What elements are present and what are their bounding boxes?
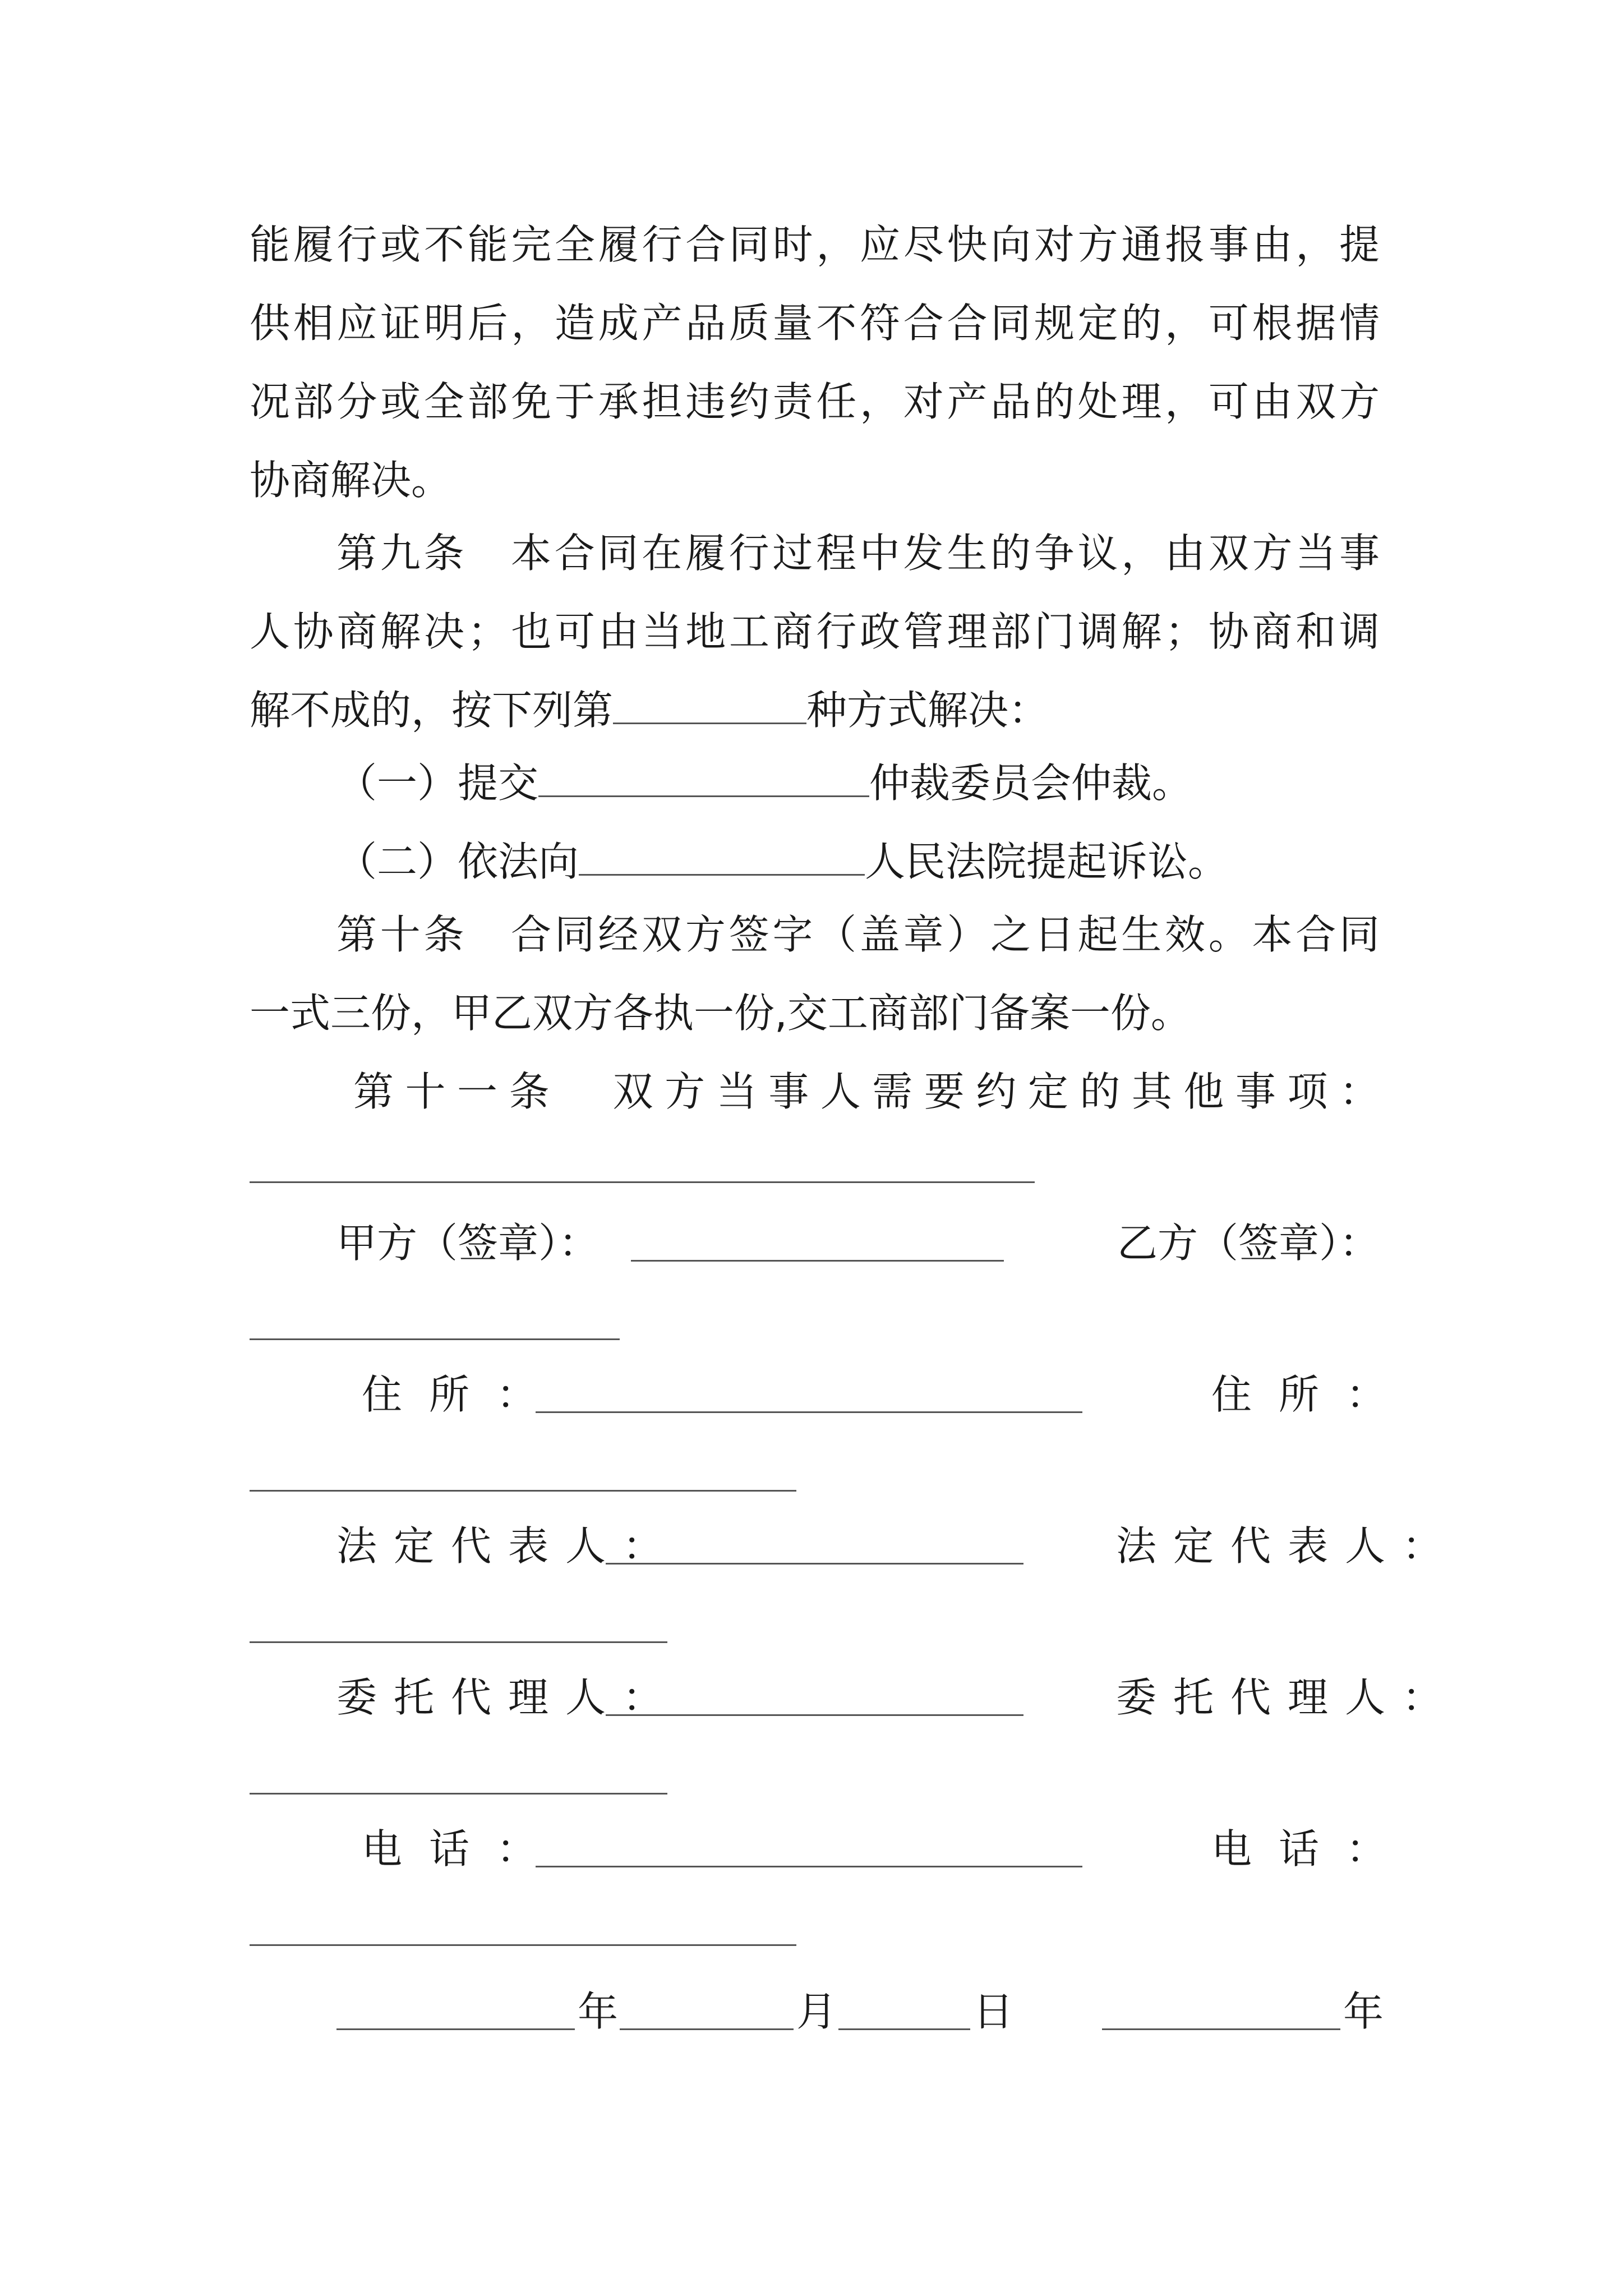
day-label: 日	[973, 1988, 1014, 2035]
party-a-year-blank[interactable]	[336, 2028, 575, 2030]
article-9-line: 人协商解决；也可由当地工商行政管理部门调解；协商和调	[250, 608, 1380, 655]
party-a-agent-label: 委托代理人：	[336, 1674, 680, 1721]
article-9-line	[250, 682, 1049, 738]
article-10-line: 一式三份，甲乙双方各执一份,交工商部门备案一份。	[250, 990, 1191, 1037]
party-a-signature-label: 甲方（签章）：	[336, 1220, 600, 1267]
party-b-address-label: 住所：	[1211, 1371, 1414, 1418]
option-one-label: （一）提交	[336, 760, 539, 807]
party-b-year-label: 年	[1343, 1988, 1384, 2035]
party-b-agent-label: 委托代理人：	[1116, 1674, 1460, 1721]
option-one	[336, 755, 1192, 811]
party-a-address-blank[interactable]	[536, 1411, 1082, 1413]
party-b-rep-blank[interactable]	[250, 1641, 667, 1643]
article-9-line: 第九条 本合同在履行过程中发生的争议，由双方当事	[336, 530, 1380, 577]
party-b-signature-label: 乙方（签章）：	[1117, 1220, 1380, 1267]
article-10-line: 第十条 合同经双方签字（盖章）之日起生效。本合同	[336, 911, 1380, 958]
year-label: 年	[578, 1988, 619, 2035]
option-two	[336, 834, 1228, 890]
article-11-line: 第十一条 双方当事人需要约定的其他事项：	[353, 1068, 1380, 1115]
other-matters-blank[interactable]	[250, 1181, 1035, 1183]
option-two-text: 人民法院提起诉讼。	[865, 838, 1229, 885]
party-a-rep-blank[interactable]	[606, 1563, 1023, 1565]
party-b-agent-blank[interactable]	[250, 1793, 667, 1795]
option-two-label: （二）依法向	[336, 838, 579, 885]
party-b-signature-blank[interactable]	[250, 1338, 620, 1340]
article-9-text: 解不成的，按下列第	[250, 687, 614, 734]
dispute-method-blank[interactable]	[613, 689, 806, 724]
paragraph-line: 能履行或不能完全履行合同时，应尽快向对方通报事由，提	[250, 221, 1380, 268]
court-blank[interactable]	[579, 840, 865, 876]
party-a-month-blank[interactable]	[620, 2028, 794, 2030]
party-a-agent-blank[interactable]	[606, 1714, 1023, 1716]
party-a-day-blank[interactable]	[838, 2028, 970, 2030]
party-b-phone-label: 电话：	[1211, 1825, 1414, 1872]
party-a-address-label: 住所：	[362, 1371, 564, 1418]
party-b-phone-blank[interactable]	[250, 1944, 796, 1946]
party-a-phone-label: 电话：	[362, 1825, 564, 1872]
party-b-rep-label: 法定代表人：	[1116, 1522, 1460, 1570]
party-b-address-blank[interactable]	[250, 1490, 796, 1492]
article-9-text: 种方式解决：	[806, 687, 1049, 734]
month-label: 月	[796, 1988, 837, 2035]
paragraph-line: 供相应证明后，造成产品质量不符合合同规定的，可根据情	[250, 300, 1380, 347]
arbitration-committee-blank[interactable]	[538, 762, 869, 797]
party-a-phone-blank[interactable]	[536, 1866, 1082, 1867]
party-a-signature-blank[interactable]	[631, 1260, 1004, 1262]
party-b-year-blank[interactable]	[1102, 2028, 1340, 2030]
paragraph-line: 协商解决。	[250, 457, 452, 504]
party-a-rep-label: 法定代表人：	[336, 1522, 680, 1570]
option-one-text: 仲裁委员会仲裁。	[869, 760, 1193, 807]
paragraph-line: 况部分或全部免于承担违约责任，对产品的处理，可由双方	[250, 378, 1380, 425]
